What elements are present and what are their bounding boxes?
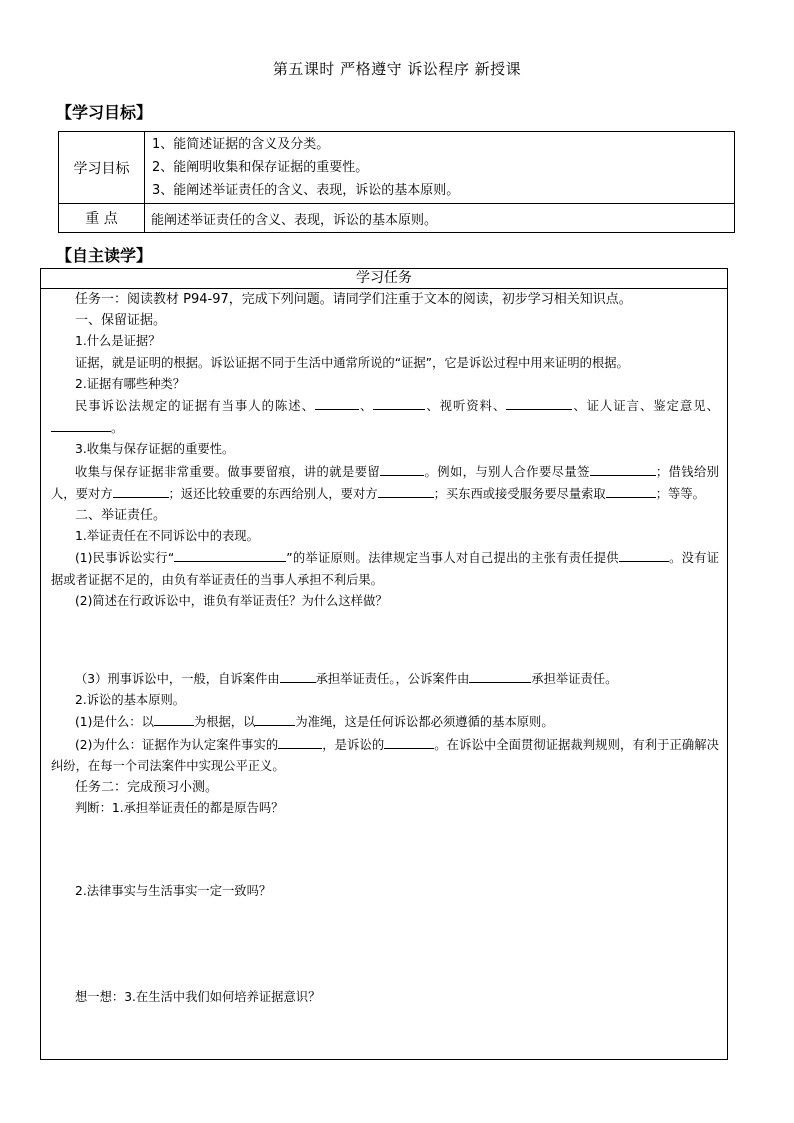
fill-blank[interactable] — [619, 547, 669, 562]
goal-item: 3、能阐述举证责任的含义、表现，诉讼的基本原则。 — [152, 183, 460, 198]
task-body — [41, 289, 727, 1008]
page-title: 第五课时 严格遵守 诉讼程序 新授课 — [272, 60, 522, 78]
judgment-question-2: 2.法律事实与生活事实一定一致吗？ — [75, 884, 272, 899]
heading-keep-evidence: 一、保留证据。 — [75, 313, 167, 329]
text-segment: 收集与保存证据非常重要。做事要留痕，讲的就是要留 — [75, 464, 381, 479]
section-heading-goals: 【学习目标】 — [56, 103, 153, 122]
text-segment: 承担举证责任。，公诉案件由 — [315, 672, 470, 687]
text-segment: 民事诉讼法规定的证据有当事人的陈述、 — [75, 399, 315, 414]
fill-blank[interactable] — [280, 668, 316, 683]
question-what-is-evidence: 1.什么是证据？ — [75, 334, 161, 349]
text-segment: (1)民事诉讼实行“ — [75, 551, 175, 566]
goals-table — [58, 131, 735, 233]
text-segment: 承担举证责任。 — [531, 672, 618, 687]
answer-evidence-types — [51, 395, 719, 439]
answer-space[interactable] — [51, 903, 719, 987]
question-administrative-litigation: (2)简述在行政诉讼中，谁负有举证责任？为什么这样做？ — [75, 593, 388, 608]
text-segment: 、 — [358, 399, 374, 414]
key-point-text: 能阐述举证责任的含义、表现，诉讼的基本原则。 — [145, 204, 735, 233]
text-segment: ；等等。 — [655, 486, 705, 501]
text-segment: 。没有证据或者证据不足的，由负有举证责任的当事人承担不利后果。 — [51, 551, 719, 587]
text-segment: 。 — [111, 421, 124, 436]
text-segment: ；买东西或接受服务要尽量索取 — [433, 486, 606, 501]
answer-principle-what — [51, 711, 719, 733]
text-segment: ，是诉讼的 — [322, 737, 385, 752]
fill-blank[interactable] — [278, 734, 322, 749]
goals-label: 学习目标 — [59, 132, 145, 204]
fill-blank[interactable] — [373, 395, 425, 410]
text-segment: 、证人证言、鉴定意见、 — [572, 399, 719, 414]
section-heading-reading: 【自主读学】 — [56, 246, 153, 265]
answer-space[interactable] — [51, 819, 719, 881]
answer-criminal-litigation — [51, 668, 719, 690]
text-segment: 。例如，与别人合作要尽量签 — [424, 464, 590, 479]
fill-blank[interactable] — [378, 483, 434, 498]
answer-principle-why — [51, 734, 719, 777]
text-segment: ”的举证原则。法律规定当事人对自己提出的主张有责任提供 — [286, 551, 619, 566]
text-segment: (1)是什么：以 — [75, 715, 154, 730]
text-segment: （3）刑事诉讼中，一般，自诉案件由 — [75, 672, 280, 687]
question-burden-in-litigation: 1.举证责任在不同诉讼中的表现。 — [75, 529, 259, 544]
fill-blank[interactable] — [174, 547, 286, 562]
question-importance: 3.收集与保存证据的重要性。 — [75, 442, 235, 457]
text-segment: ；借钱给别人，要对方 — [51, 464, 719, 501]
text-segment: 。在诉讼中全面贯彻证据裁判规则，有利于正确解决纠纷，在每一个司法案件中实现公平正义。 — [51, 737, 719, 773]
fill-blank[interactable] — [590, 461, 656, 476]
fill-blank[interactable] — [154, 711, 194, 726]
text-segment: 为准绳，这是任何诉讼都必须遵循的基本原则。 — [295, 715, 554, 730]
key-point-label: 重 点 — [59, 204, 145, 233]
goal-item: 1、能简述证据的含义及分类。 — [152, 137, 330, 152]
fill-blank[interactable] — [469, 668, 531, 683]
goal-item: 2、能阐明收集和保存证据的重要性。 — [152, 160, 369, 175]
task-two-instruction: 任务二：完成预习小测。 — [75, 780, 219, 796]
fill-blank[interactable] — [380, 461, 424, 476]
reflection-question-3: 想一想：3.在生活中我们如何培养证据意识？ — [75, 989, 321, 1004]
judgment-question-1: 判断：1.承担举证责任的都是原告吗？ — [75, 801, 284, 816]
question-basic-principle: 2.诉讼的基本原则。 — [75, 693, 186, 708]
text-segment: (2)为什么：证据作为认定案件事实的 — [75, 737, 279, 752]
fill-blank[interactable] — [506, 395, 572, 410]
answer-space[interactable] — [51, 612, 719, 668]
answer-importance — [51, 461, 719, 505]
text-segment: ；返还比较重要的东西给别人，要对方 — [168, 486, 378, 501]
task-one-instruction: 任务一：阅读教材 P94-97，完成下列问题。请同学们注重于文本的阅读，初步学习相关知识点。 — [75, 292, 632, 307]
fill-blank[interactable] — [255, 711, 295, 726]
question-evidence-types: 2.证据有哪些种类？ — [75, 376, 186, 391]
task-box-header: 学习任务 — [41, 269, 727, 289]
fill-blank[interactable] — [51, 417, 111, 432]
goals-list — [145, 132, 735, 204]
heading-burden-of-proof: 二、举证责任。 — [75, 508, 167, 524]
fill-blank[interactable] — [113, 483, 169, 498]
task-box — [40, 268, 728, 1060]
text-segment: 为根据，以 — [193, 715, 256, 730]
fill-blank[interactable] — [606, 483, 656, 498]
answer-evidence-definition: 证据，就是证明的根据。诉讼证据不同于生活中通常所说的“证据”，它是诉讼过程中用来证明的根据。 — [75, 355, 629, 370]
answer-civil-litigation — [51, 547, 719, 590]
text-segment: 、视听资料、 — [425, 399, 507, 414]
fill-blank[interactable] — [315, 395, 359, 410]
fill-blank[interactable] — [384, 734, 434, 749]
